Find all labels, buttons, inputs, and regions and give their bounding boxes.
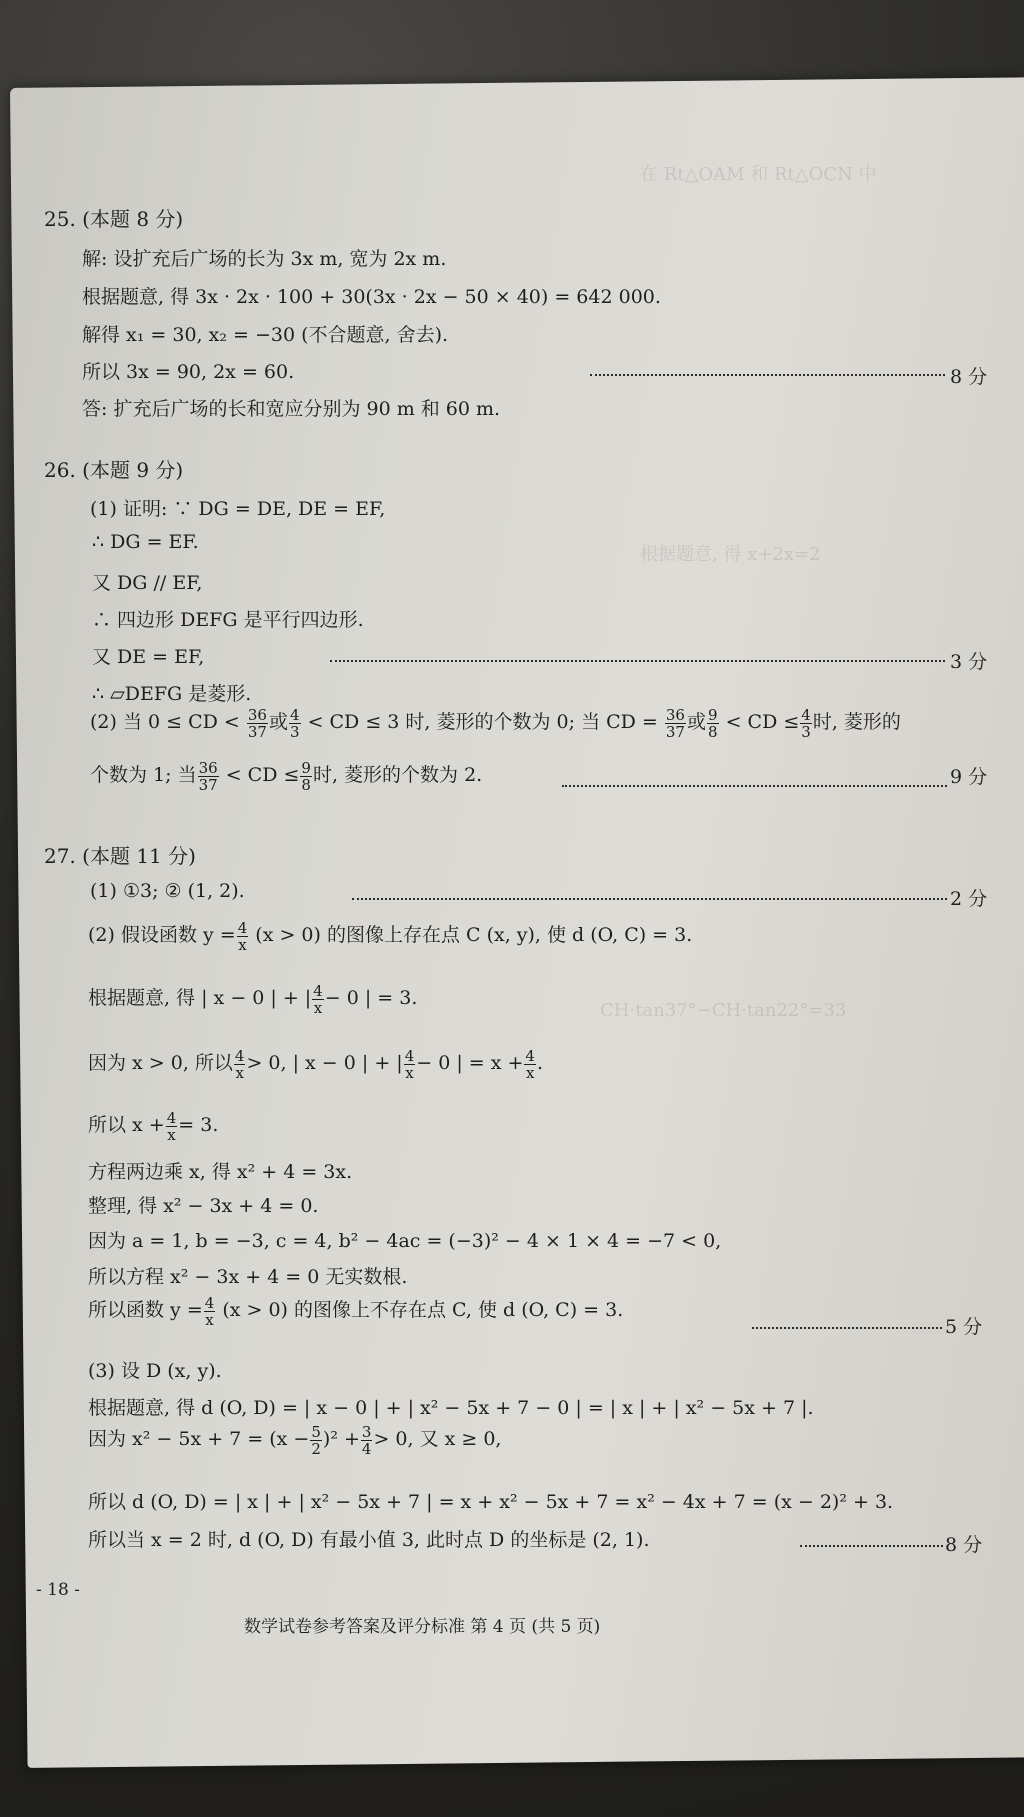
frac-numerator: 9	[301, 758, 311, 777]
q26-text: 时, 菱形的	[812, 711, 901, 733]
q27-text: − 0 | = x +	[416, 1052, 524, 1074]
score-leader-dots	[752, 1327, 942, 1329]
q27-line-3	[88, 981, 417, 1016]
frac-denominator: 4	[361, 1439, 372, 1458]
fraction-4-3	[289, 707, 301, 740]
q25-line-4: 所以 3x = 90, 2x = 60.	[82, 361, 295, 383]
q27-text: > 0, | x − 0 | + |	[246, 1052, 403, 1074]
frac-denominator: 8	[301, 775, 311, 794]
score-leader-dots	[800, 1545, 943, 1547]
q25-line-1: 解: 设扩充后广场的长为 3x m, 宽为 2x m.	[82, 248, 447, 270]
fraction-36-37	[665, 707, 686, 740]
q27-score-1: 2 分	[950, 888, 988, 910]
frac-numerator: 4	[525, 1046, 535, 1065]
fraction-4-x	[234, 1048, 246, 1081]
fraction-4-3	[800, 707, 812, 740]
frac-denominator: x	[238, 935, 247, 954]
fraction-4-x	[404, 1048, 416, 1081]
q27-text: (2) 假设函数 y =	[88, 924, 236, 946]
frac-numerator: 36	[247, 705, 267, 724]
q27-title: 27. (本题 11 分)	[44, 844, 196, 868]
q27-text: 因为 x² − 5x + 7 = (x −	[88, 1428, 310, 1450]
ghost-text: 根据题意, 得 x+2x=2	[640, 544, 821, 565]
q27-line-4	[88, 1046, 543, 1081]
frac-numerator: 3	[361, 1422, 372, 1441]
frac-numerator: 4	[289, 705, 300, 724]
q26-text: < CD ≤	[225, 764, 300, 786]
fraction-4-x	[312, 983, 324, 1016]
q25-title: 25. (本题 8 分)	[44, 207, 184, 231]
q27-text: 因为 x > 0, 所以	[88, 1052, 233, 1074]
q27-text: (x > 0) 的图像上不存在点 C, 使 d (O, C) = 3.	[222, 1299, 624, 1321]
frac-denominator: 37	[665, 722, 685, 741]
q26-text: < CD ≤ 3 时, 菱形的个数为 0; 当 CD =	[307, 711, 658, 733]
q27-line-13	[88, 1422, 501, 1457]
fraction-36-37	[198, 760, 219, 793]
q27-line-15: 所以当 x = 2 时, d (O, D) 有最小值 3, 此时点 D 的坐标是 (2, 1).	[88, 1529, 650, 1551]
q27-text: − 0 | = 3.	[324, 987, 418, 1009]
frac-numerator: 4	[204, 1293, 215, 1312]
frac-numerator: 4	[234, 1046, 245, 1065]
score-leader-dots	[562, 785, 947, 787]
q25-line-3: 解得 x₁ = 30, x₂ = −30 (不合题意, 舍去).	[82, 324, 449, 346]
q27-line-12: 根据题意, 得 d (O, D) = | x − 0 | + | x² − 5x + 7 − 0 | = | x | + | x² − 5x + 7 |.	[88, 1397, 814, 1419]
q26-text: 个数为 1; 当	[90, 764, 197, 786]
q27-text: = 3.	[178, 1114, 219, 1136]
frac-numerator: 4	[237, 918, 248, 937]
q26-line-1: (1) 证明: ∵ DG = DE, DE = EF,	[90, 498, 386, 520]
frac-numerator: 5	[311, 1422, 321, 1441]
fraction-4-x	[237, 920, 249, 953]
fraction-9-8	[300, 760, 312, 793]
q26-title: 26. (本题 9 分)	[44, 458, 184, 482]
q26-text: (2) 当 0 ≤ CD <	[90, 711, 240, 733]
frac-denominator: 3	[289, 722, 300, 741]
q26-text: < CD ≤	[725, 711, 800, 733]
frac-denominator: x	[313, 998, 323, 1017]
q27-line-5	[88, 1108, 218, 1143]
q27-line-9: 所以方程 x² − 3x + 4 = 0 无实数根.	[88, 1266, 408, 1288]
q27-score-2: 5 分	[945, 1316, 983, 1338]
frac-denominator: 37	[247, 722, 267, 741]
score-leader-dots	[590, 374, 945, 376]
q27-line-14: 所以 d (O, D) = | x | + | x² − 5x + 7 | = x + x² − 5x + 7 = x² − 4x + 7 = (x − 2)² + 3.	[88, 1491, 894, 1513]
frac-denominator: x	[167, 1125, 176, 1144]
q26-part2-line-2	[90, 758, 482, 793]
footer-title: 数学试卷参考答案及评分标准 第 4 页 (共 5 页)	[244, 1617, 601, 1637]
frac-numerator: 4	[404, 1046, 415, 1065]
q26-line-6: ∴ ▱DEFG 是菱形.	[92, 683, 252, 705]
frac-numerator: 9	[708, 705, 718, 724]
q26-part2-line-1	[90, 705, 901, 740]
q27-text: )² +	[322, 1428, 360, 1450]
q27-text: 所以函数 y =	[88, 1299, 203, 1321]
q26-text: 或	[268, 711, 288, 733]
frac-numerator: 4	[313, 981, 323, 1000]
fraction-4-x	[204, 1295, 216, 1328]
q26-line-4: ∴ 四边形 DEFG 是平行四边形.	[92, 609, 364, 631]
q27-text: 所以 x +	[88, 1114, 165, 1136]
page-number: - 18 -	[36, 1580, 80, 1600]
q27-text: (x > 0) 的图像上存在点 C (x, y), 使 d (O, C) = 3.	[255, 924, 693, 946]
frac-denominator: x	[525, 1063, 535, 1082]
q25-line-5: 答: 扩充后广场的长和宽应分别为 90 m 和 60 m.	[82, 398, 501, 420]
score-leader-dots	[352, 898, 947, 900]
ghost-text: 在 Rt△OAM 和 Rt△OCN 中	[640, 164, 877, 185]
q27-line-1: (1) ①3; ② (1, 2).	[90, 880, 245, 902]
q26-line-3: 又 DG // EF,	[92, 572, 203, 594]
frac-denominator: x	[405, 1063, 414, 1082]
fraction-4-x	[524, 1048, 536, 1081]
frac-denominator: 2	[311, 1439, 321, 1458]
q26-line-5: 又 DE = EF,	[92, 646, 205, 668]
q26-line-2: ∴ DG = EF.	[92, 531, 199, 553]
frac-numerator: 36	[665, 705, 685, 724]
q26-text: 时, 菱形的个数为 2.	[312, 764, 483, 786]
q26-score-2: 9 分	[950, 766, 988, 788]
q25-score: 8 分	[950, 366, 988, 388]
fraction-9-8	[707, 707, 719, 740]
q27-line-7: 整理, 得 x² − 3x + 4 = 0.	[88, 1195, 319, 1217]
fraction-5-2	[310, 1424, 322, 1457]
frac-denominator: 3	[801, 722, 811, 741]
ghost-text: CH·tan37°−CH·tan22°=33	[600, 1000, 847, 1021]
frac-numerator: 4	[166, 1108, 177, 1127]
q27-line-8: 因为 a = 1, b = −3, c = 4, b² − 4ac = (−3)² − 4 × 1 × 4 = −7 < 0,	[88, 1230, 722, 1252]
q27-text: .	[536, 1052, 543, 1074]
q26-text: 或	[686, 711, 706, 733]
q27-line-6: 方程两边乘 x, 得 x² + 4 = 3x.	[88, 1161, 353, 1183]
fraction-4-x	[166, 1110, 178, 1143]
q27-line-2	[88, 918, 692, 953]
q27-line-10	[88, 1293, 623, 1328]
q25-line-2: 根据题意, 得 3x · 2x · 100 + 30(3x · 2x − 50 × 40) = 642 000.	[82, 286, 661, 308]
frac-denominator: 37	[198, 775, 218, 794]
frac-denominator: 8	[708, 722, 718, 741]
q27-score-3: 8 分	[945, 1534, 983, 1556]
q27-line-11: (3) 设 D (x, y).	[88, 1360, 222, 1382]
frac-denominator: x	[235, 1063, 244, 1082]
q27-text: 根据题意, 得 | x − 0 | + |	[88, 987, 312, 1009]
frac-denominator: x	[205, 1310, 214, 1329]
score-leader-dots	[330, 660, 945, 662]
frac-numerator: 4	[801, 705, 811, 724]
q26-score-1: 3 分	[950, 651, 988, 673]
fraction-36-37	[247, 707, 268, 740]
fraction-3-4	[361, 1424, 373, 1457]
frac-numerator: 36	[198, 758, 218, 777]
q27-text: > 0, 又 x ≥ 0,	[373, 1428, 502, 1450]
